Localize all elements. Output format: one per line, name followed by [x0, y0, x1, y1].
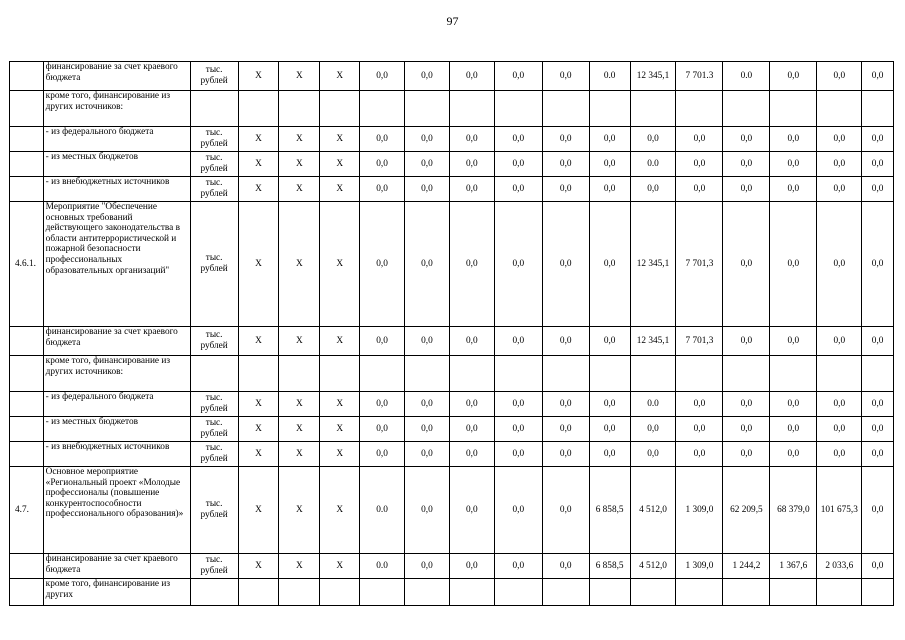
value-cell	[238, 579, 279, 606]
value-cell: 6 858,5	[589, 554, 630, 579]
value-cell: 0,0	[676, 417, 723, 442]
unit-cell: тыс. рублей	[190, 62, 238, 91]
unit-cell: тыс. рублей	[190, 202, 238, 327]
row-name-cell: финансирование за счет краевого бюджета	[43, 554, 190, 579]
value-cell: 0,0	[360, 127, 405, 152]
value-cell: X	[320, 127, 360, 152]
value-cell: X	[320, 62, 360, 91]
value-cell: 0,0	[360, 392, 405, 417]
value-cell: 0,0	[449, 202, 494, 327]
value-cell: X	[238, 62, 279, 91]
value-cell: 0,0	[630, 177, 676, 202]
value-cell: 0,0	[404, 62, 449, 91]
value-cell: 1 367,6	[770, 554, 817, 579]
value-cell: 0,0	[817, 152, 862, 177]
value-cell: 0,0	[723, 202, 770, 327]
table-row	[10, 442, 894, 467]
value-cell: 0,0	[494, 202, 542, 327]
table-row	[10, 417, 894, 442]
value-cell: X	[279, 152, 320, 177]
value-cell: 0,0	[862, 442, 894, 467]
value-cell: 0,0	[542, 442, 589, 467]
value-cell	[320, 91, 360, 127]
value-cell: 0,0	[723, 442, 770, 467]
value-cell: 0,0	[862, 417, 894, 442]
value-cell: X	[279, 177, 320, 202]
table-row	[10, 91, 894, 127]
value-cell: 0,0	[494, 467, 542, 554]
value-cell: 0,0	[589, 392, 630, 417]
value-cell: X	[320, 467, 360, 554]
value-cell: 0,0	[723, 127, 770, 152]
unit-cell	[190, 91, 238, 127]
table-row	[10, 467, 894, 554]
value-cell: 0,0	[494, 177, 542, 202]
value-cell: 0,0	[862, 327, 894, 356]
value-cell: X	[279, 327, 320, 356]
value-cell: 0,0	[542, 554, 589, 579]
value-cell: 0,0	[404, 442, 449, 467]
value-cell: 0,0	[360, 152, 405, 177]
value-cell: 0,0	[770, 177, 817, 202]
row-name-cell: - из местных бюджетов	[43, 417, 190, 442]
value-cell: 0,0	[449, 177, 494, 202]
value-cell: X	[279, 127, 320, 152]
value-cell: 0,0	[542, 327, 589, 356]
value-cell	[494, 91, 542, 127]
value-cell: 6 858,5	[589, 467, 630, 554]
row-name-cell: - из внебюджетных источников	[43, 177, 190, 202]
value-cell: 0,0	[449, 467, 494, 554]
value-cell: X	[279, 392, 320, 417]
value-cell: 0,0	[494, 327, 542, 356]
unit-cell: тыс. рублей	[190, 467, 238, 554]
value-cell: 0,0	[494, 554, 542, 579]
value-cell: 0,0	[817, 417, 862, 442]
value-cell: 0,0	[862, 467, 894, 554]
value-cell: X	[279, 442, 320, 467]
value-cell: X	[238, 467, 279, 554]
value-cell	[862, 91, 894, 127]
value-cell: 4 512,0	[630, 467, 676, 554]
value-cell: 0,0	[589, 202, 630, 327]
value-cell: 0,0	[770, 127, 817, 152]
value-cell: 0,0	[862, 202, 894, 327]
value-cell	[360, 91, 405, 127]
value-cell: 0,0	[449, 442, 494, 467]
value-cell: 0,0	[770, 327, 817, 356]
value-cell: 0,0	[589, 152, 630, 177]
row-number-cell	[10, 579, 44, 606]
value-cell	[770, 91, 817, 127]
value-cell: 0,0	[494, 127, 542, 152]
value-cell	[770, 579, 817, 606]
value-cell	[279, 91, 320, 127]
value-cell: 0,0	[360, 417, 405, 442]
value-cell: 0,0	[542, 467, 589, 554]
value-cell: 7 701,3	[676, 327, 723, 356]
value-cell	[494, 356, 542, 392]
value-cell: 0.0	[630, 392, 676, 417]
value-cell: 0,0	[862, 62, 894, 91]
value-cell: 0,0	[723, 152, 770, 177]
value-cell	[630, 356, 676, 392]
value-cell: 0,0	[589, 442, 630, 467]
value-cell: 0,0	[862, 127, 894, 152]
table-row	[10, 177, 894, 202]
value-cell: 0,0	[494, 152, 542, 177]
value-cell: 101 675,3	[817, 467, 862, 554]
row-name-cell: - из внебюджетных источников	[43, 442, 190, 467]
value-cell: 0,0	[449, 392, 494, 417]
value-cell: 0,0	[817, 327, 862, 356]
value-cell	[676, 91, 723, 127]
unit-cell: тыс. рублей	[190, 152, 238, 177]
value-cell: 0.0	[360, 467, 405, 554]
value-cell: 0,0	[542, 127, 589, 152]
row-number-cell	[10, 152, 44, 177]
row-name-cell: финансирование за счет краевого бюджета	[43, 62, 190, 91]
value-cell: 0,0	[630, 442, 676, 467]
table-row	[10, 554, 894, 579]
value-cell	[723, 356, 770, 392]
row-name-cell: финансирование за счет краевого бюджета	[43, 327, 190, 356]
value-cell	[630, 91, 676, 127]
value-cell: 0,0	[676, 177, 723, 202]
value-cell: 1 309,0	[676, 554, 723, 579]
value-cell	[630, 579, 676, 606]
value-cell: 0,0	[770, 152, 817, 177]
value-cell: X	[320, 417, 360, 442]
value-cell	[449, 579, 494, 606]
value-cell: X	[279, 417, 320, 442]
value-cell: 0,0	[862, 177, 894, 202]
value-cell: 0,0	[862, 392, 894, 417]
value-cell	[542, 579, 589, 606]
table-row	[10, 127, 894, 152]
value-cell	[589, 356, 630, 392]
unit-cell: тыс. рублей	[190, 554, 238, 579]
row-name-cell: - из федерального бюджета	[43, 392, 190, 417]
value-cell: 0,0	[360, 327, 405, 356]
value-cell: 0,0	[494, 62, 542, 91]
value-cell: X	[320, 202, 360, 327]
value-cell: 0,0	[404, 417, 449, 442]
row-number-cell	[10, 392, 44, 417]
value-cell: 1 309,0	[676, 467, 723, 554]
table-row	[10, 579, 894, 606]
row-number-cell	[10, 554, 44, 579]
value-cell: X	[320, 152, 360, 177]
value-cell: X	[238, 417, 279, 442]
value-cell	[320, 579, 360, 606]
value-cell: X	[238, 442, 279, 467]
value-cell	[238, 356, 279, 392]
value-cell: 0,0	[449, 417, 494, 442]
value-cell: 0.0	[630, 152, 676, 177]
value-cell	[589, 91, 630, 127]
row-number-cell	[10, 62, 44, 91]
value-cell: 0,0	[676, 127, 723, 152]
value-cell: X	[238, 327, 279, 356]
value-cell: 7 701.3	[676, 62, 723, 91]
value-cell: X	[320, 442, 360, 467]
value-cell: 0.0	[723, 62, 770, 91]
value-cell: 0,0	[770, 202, 817, 327]
value-cell: 0,0	[770, 442, 817, 467]
value-cell: 0,0	[862, 554, 894, 579]
value-cell: 0,0	[542, 152, 589, 177]
value-cell	[817, 579, 862, 606]
value-cell: 0,0	[589, 417, 630, 442]
unit-cell: тыс. рублей	[190, 327, 238, 356]
unit-cell	[190, 356, 238, 392]
value-cell: 0,0	[404, 467, 449, 554]
row-number-cell	[10, 91, 44, 127]
value-cell: 0,0	[404, 152, 449, 177]
value-cell: 0,0	[404, 177, 449, 202]
value-cell: 0,0	[360, 177, 405, 202]
value-cell: 0,0	[449, 152, 494, 177]
value-cell: 0,0	[676, 442, 723, 467]
value-cell: 0,0	[817, 392, 862, 417]
value-cell: 0,0	[589, 327, 630, 356]
value-cell: 0,0	[449, 554, 494, 579]
value-cell	[238, 91, 279, 127]
table-row	[10, 392, 894, 417]
value-cell: X	[320, 554, 360, 579]
row-number-cell	[10, 442, 44, 467]
value-cell	[723, 91, 770, 127]
value-cell: 0,0	[817, 177, 862, 202]
value-cell	[360, 579, 405, 606]
value-cell: X	[279, 554, 320, 579]
value-cell	[404, 579, 449, 606]
value-cell	[360, 356, 405, 392]
row-number-cell	[10, 417, 44, 442]
value-cell: 7 701,3	[676, 202, 723, 327]
value-cell: 0,0	[360, 62, 405, 91]
value-cell: 0,0	[494, 417, 542, 442]
value-cell: 4 512,0	[630, 554, 676, 579]
unit-cell: тыс. рублей	[190, 442, 238, 467]
value-cell: X	[238, 127, 279, 152]
value-cell	[770, 356, 817, 392]
value-cell	[279, 579, 320, 606]
value-cell	[817, 356, 862, 392]
value-cell: 0,0	[630, 417, 676, 442]
value-cell: X	[320, 177, 360, 202]
table-row	[10, 62, 894, 91]
value-cell: 12 345,1	[630, 62, 676, 91]
value-cell: 0,0	[589, 127, 630, 152]
value-cell	[676, 356, 723, 392]
value-cell: 0,0	[360, 202, 405, 327]
value-cell	[404, 91, 449, 127]
value-cell	[723, 579, 770, 606]
unit-cell: тыс. рублей	[190, 177, 238, 202]
value-cell	[320, 356, 360, 392]
value-cell: 12 345,1	[630, 327, 676, 356]
value-cell: 0,0	[404, 127, 449, 152]
value-cell	[494, 579, 542, 606]
value-cell	[589, 579, 630, 606]
row-name-cell: - из федерального бюджета	[43, 127, 190, 152]
unit-cell: тыс. рублей	[190, 417, 238, 442]
value-cell: 0,0	[817, 442, 862, 467]
value-cell: 0,0	[404, 392, 449, 417]
row-number-cell	[10, 356, 44, 392]
value-cell: 62 209,5	[723, 467, 770, 554]
value-cell: 0,0	[723, 327, 770, 356]
value-cell: 68 379,0	[770, 467, 817, 554]
value-cell	[279, 356, 320, 392]
value-cell: 0,0	[676, 392, 723, 417]
value-cell: 0,0	[449, 62, 494, 91]
value-cell	[404, 356, 449, 392]
value-cell: 0,0	[404, 202, 449, 327]
value-cell: 0.0	[360, 554, 405, 579]
value-cell: 0,0	[542, 392, 589, 417]
value-cell	[449, 356, 494, 392]
value-cell	[542, 91, 589, 127]
value-cell	[449, 91, 494, 127]
row-number-cell	[10, 127, 44, 152]
value-cell: 0,0	[770, 392, 817, 417]
table-row	[10, 202, 894, 327]
value-cell: X	[320, 327, 360, 356]
value-cell: 2 033,6	[817, 554, 862, 579]
value-cell: 0,0	[404, 327, 449, 356]
value-cell: 0,0	[770, 417, 817, 442]
row-name-cell: кроме того, финансирование из других	[43, 579, 190, 606]
value-cell: X	[320, 392, 360, 417]
value-cell: 0,0	[817, 62, 862, 91]
row-number-cell	[10, 177, 44, 202]
value-cell: 12 345,1	[630, 202, 676, 327]
value-cell	[676, 579, 723, 606]
unit-cell: тыс. рублей	[190, 127, 238, 152]
value-cell: 0,0	[494, 442, 542, 467]
value-cell	[542, 356, 589, 392]
table-row	[10, 327, 894, 356]
value-cell: X	[238, 202, 279, 327]
value-cell: X	[279, 467, 320, 554]
value-cell: 0,0	[542, 177, 589, 202]
value-cell: 0,0	[770, 62, 817, 91]
value-cell: X	[279, 202, 320, 327]
value-cell: 1 244,2	[723, 554, 770, 579]
value-cell: 0,0	[862, 152, 894, 177]
value-cell: 0,0	[449, 327, 494, 356]
value-cell: X	[238, 554, 279, 579]
value-cell: 0,0	[404, 554, 449, 579]
unit-cell: тыс. рублей	[190, 392, 238, 417]
value-cell: 0,0	[542, 202, 589, 327]
row-name-cell: Мероприятие "Обеспечение основных требований действующего законодательства в области антитеррористической и пожарной безопасности профессиональных образовательных организаций"	[43, 202, 190, 327]
value-cell	[817, 91, 862, 127]
value-cell: 0,0	[723, 417, 770, 442]
value-cell	[862, 356, 894, 392]
row-name-cell: кроме того, финансирование из других источников:	[43, 356, 190, 392]
row-number-cell	[10, 327, 44, 356]
table-row	[10, 356, 894, 392]
table-row	[10, 152, 894, 177]
budget-table	[9, 61, 894, 606]
value-cell: 0,0	[589, 177, 630, 202]
value-cell: X	[238, 177, 279, 202]
value-cell: 0,0	[723, 177, 770, 202]
value-cell: X	[238, 152, 279, 177]
row-name-cell: - из местных бюджетов	[43, 152, 190, 177]
row-name-cell: Основное мероприятие «Региональный проект «Молодые профессионалы (повышение конкурентоспособности профессионального образования)»	[43, 467, 190, 554]
value-cell: 0,0	[494, 392, 542, 417]
value-cell: X	[238, 392, 279, 417]
value-cell: 0,0	[542, 62, 589, 91]
value-cell	[862, 579, 894, 606]
value-cell: 0.0	[589, 62, 630, 91]
page-number: 97	[446, 14, 459, 28]
value-cell: 0,0	[449, 127, 494, 152]
value-cell: 0,0	[630, 127, 676, 152]
value-cell: 0,0	[817, 127, 862, 152]
value-cell: 0,0	[542, 417, 589, 442]
value-cell: X	[279, 62, 320, 91]
value-cell: 0,0	[817, 202, 862, 327]
row-number-cell: 4.7.	[10, 467, 44, 554]
value-cell: 0,0	[676, 152, 723, 177]
value-cell: 0,0	[723, 392, 770, 417]
row-name-cell: кроме того, финансирование из других источников:	[43, 91, 190, 127]
value-cell: 0,0	[360, 442, 405, 467]
unit-cell	[190, 579, 238, 606]
row-number-cell: 4.6.1.	[10, 202, 44, 327]
